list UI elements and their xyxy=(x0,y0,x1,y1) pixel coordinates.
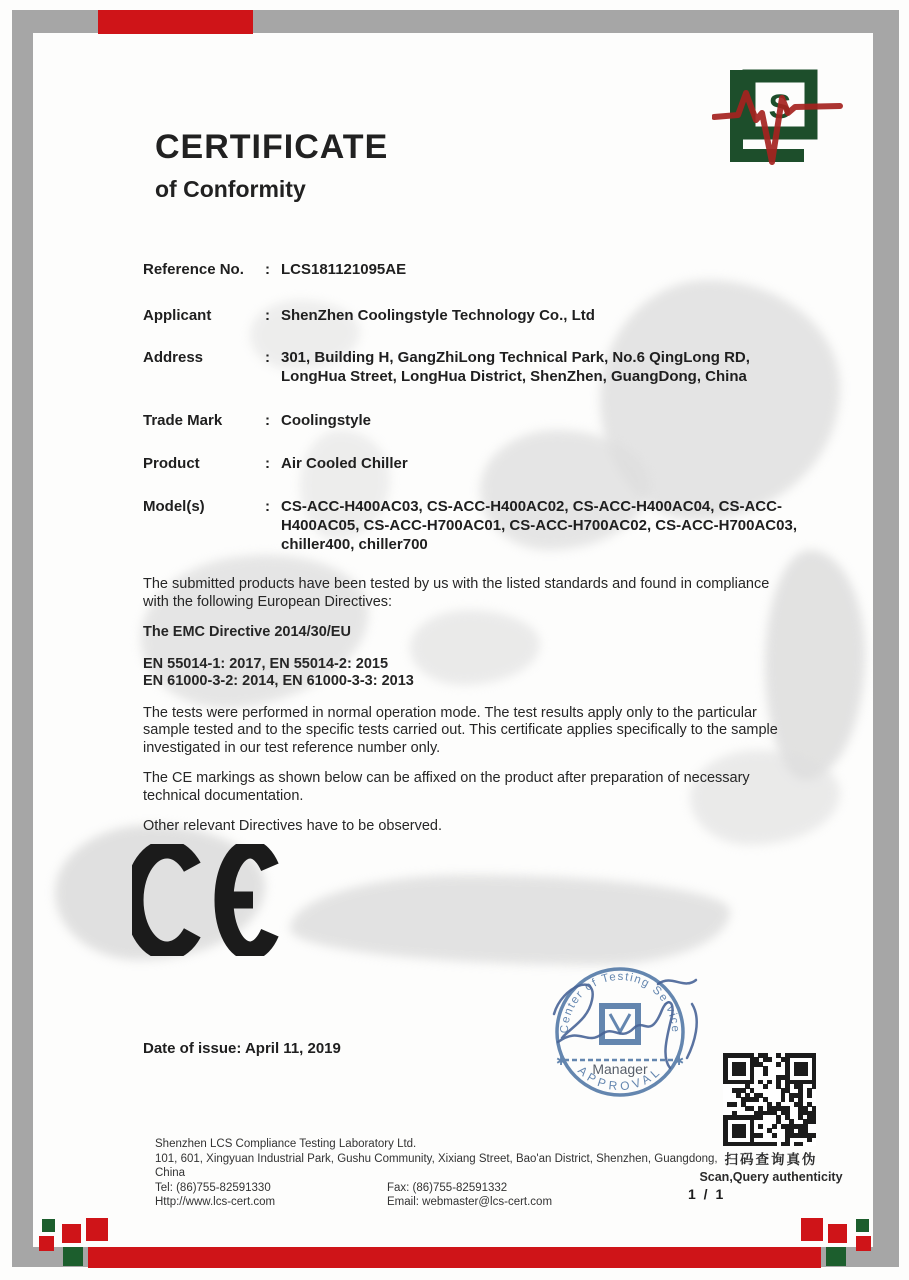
ce-note-paragraph: The CE markings as shown below can be affixed on the product after preparation of necessary technical documentation. xyxy=(143,770,750,804)
lcs-logo xyxy=(712,62,844,177)
corner-square xyxy=(826,1247,846,1266)
field-colon: : xyxy=(265,498,270,515)
corner-square xyxy=(63,1247,83,1266)
field-row-reference xyxy=(143,260,823,279)
field-row-product xyxy=(143,454,823,473)
emc-directive-line: The EMC Directive 2014/30/EU xyxy=(143,624,351,640)
certificate-fields xyxy=(143,260,823,554)
field-colon: : xyxy=(265,349,270,366)
field-label: Address xyxy=(143,349,204,366)
footer-fax: Fax: (86)755-82591332 xyxy=(387,1181,508,1194)
footer-website: Http://www.lcs-cert.com xyxy=(155,1196,276,1208)
standards-line-2: EN 61000-3-2: 2014, EN 61000-3-3: 2013 xyxy=(143,673,414,689)
field-label: Applicant xyxy=(143,307,212,324)
field-label: Model(s) xyxy=(143,498,205,515)
footer-address: 101, 601, Xingyuan Industrial Park, Gushu Community, Xixiang Street, Bao'an District, Shenzhen, Guangdong, China xyxy=(155,1152,718,1179)
field-colon: : xyxy=(265,412,270,429)
other-directives-paragraph: Other relevant Directives have to be observed. xyxy=(143,818,443,834)
approval-stamp xyxy=(532,948,728,1120)
field-row-models xyxy=(143,497,823,554)
field-value: CS-ACC-H400AC03, CS-ACC-H400AC02, CS-ACC-H400AC04, CS-ACC-H400AC05, CS-ACC-H700AC01, CS-ACC-H700AC02, CS-ACC-H700AC03, chiller400, chiller700 xyxy=(281,498,797,553)
corner-square xyxy=(856,1219,869,1232)
field-colon: : xyxy=(265,455,270,472)
certificate-subtitle: of Conformity xyxy=(155,176,306,202)
field-label: Trade Mark xyxy=(143,412,223,429)
logo-letter: S xyxy=(768,88,792,126)
corner-square xyxy=(39,1236,54,1251)
corner-square xyxy=(828,1224,847,1243)
border-right xyxy=(873,10,899,1267)
top-red-accent xyxy=(98,10,253,34)
field-value: Coolingstyle xyxy=(281,412,372,429)
qr-caption-chinese: 扫码查询真伪 xyxy=(724,1152,818,1167)
footer-company: Shenzhen LCS Compliance Testing Laboratory Ltd. xyxy=(155,1138,417,1150)
field-row-applicant xyxy=(143,306,823,325)
qr-code xyxy=(723,1053,816,1146)
page-number: 1 / 1 xyxy=(688,1186,726,1202)
corner-square xyxy=(62,1224,81,1243)
qr-caption-english: Scan,Query authenticity xyxy=(699,1170,843,1184)
stamp-role: Manager xyxy=(592,1061,648,1077)
field-row-trademark xyxy=(143,411,823,430)
corner-square xyxy=(42,1219,55,1232)
tests-note-paragraph: The tests were performed in normal operation mode. The test results apply only to the particular sample tested and to the specific tests carried out. This certificate applies specifically to the sample investigated in our test reference number only. xyxy=(143,704,778,756)
field-row-address xyxy=(143,348,823,386)
field-colon: : xyxy=(265,261,270,278)
certificate-body xyxy=(143,576,791,849)
field-colon: : xyxy=(265,307,270,324)
stamp-star-left: ✱ xyxy=(556,1054,567,1068)
footer-email: Email: webmaster@lcs-cert.com xyxy=(387,1196,553,1208)
ce-mark xyxy=(132,844,282,956)
intro-paragraph: The submitted products have been tested by us with the listed standards and found in compliance with the following European Directives: xyxy=(143,576,770,610)
field-label: Product xyxy=(143,455,200,472)
field-value: Air Cooled Chiller xyxy=(281,455,408,472)
field-value: 301, Building H, GangZhiLong Technical Park, No.6 QingLong RD, LongHua Street, LongHua District, ShenZhen, GuangDong, China xyxy=(281,349,750,385)
stamp-ring-text: Center of Testing Service xyxy=(558,970,682,1034)
certificate-title: CERTIFICATE xyxy=(155,128,389,166)
footer-tel: Tel: (86)755-82591330 xyxy=(155,1181,271,1194)
corner-square xyxy=(86,1218,108,1241)
field-label: Reference No. xyxy=(143,261,244,278)
standards-lines xyxy=(143,656,791,691)
standards-line-1: EN 55014-1: 2017, EN 55014-2: 2015 xyxy=(143,655,389,672)
bottom-red-bar xyxy=(88,1247,821,1268)
field-value: LCS181121095AE xyxy=(281,261,407,278)
corner-square xyxy=(856,1236,871,1251)
footer xyxy=(155,1137,718,1210)
date-of-issue: Date of issue: April 11, 2019 xyxy=(143,1040,341,1057)
corner-square xyxy=(801,1218,823,1241)
stamp-ring-text-bottom: APPROVAL xyxy=(575,1063,665,1094)
border-left xyxy=(12,10,33,1267)
stamp-star-right: ✱ xyxy=(674,1054,685,1068)
field-value: ShenZhen Coolingstyle Technology Co., Ltd xyxy=(281,307,595,324)
